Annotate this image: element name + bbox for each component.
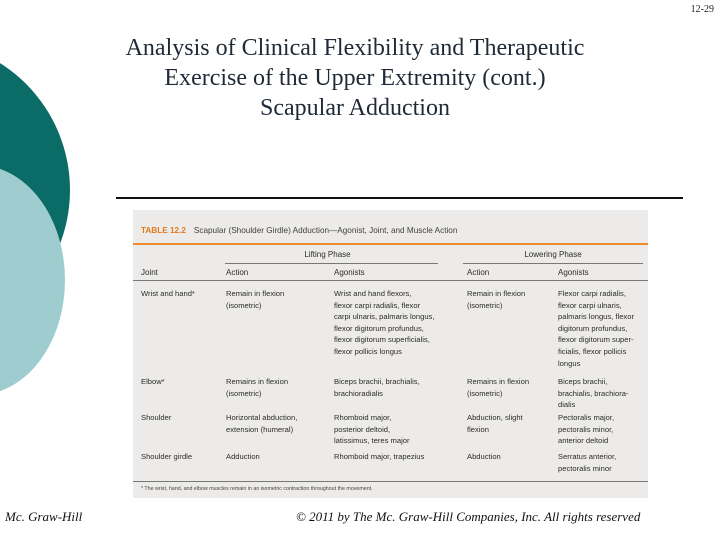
- phase-lifting-rule: [225, 263, 438, 264]
- muscle-action-table: [133, 210, 648, 498]
- copyright-notice: © 2011 by The Mc. Graw-Hill Companies, Inc. All rights reserved: [296, 509, 641, 524]
- cell-lower-agonists: Pectoralis major, pectoralis minor, anterior deltoid: [558, 413, 615, 446]
- table-tag: TABLE 12.2: [141, 226, 186, 235]
- phase-lifting: Lifting Phase: [304, 250, 351, 259]
- cell-joint: Shoulder girdle: [141, 452, 193, 461]
- cell-lift-action: Remain in flexion (isometric): [226, 289, 285, 310]
- col-head-lower-action: Action: [467, 268, 490, 277]
- title-divider: [116, 197, 683, 199]
- title-line-3: Scapular Adduction: [260, 95, 450, 121]
- cell-lower-agonists: Flexor carpi radialis, flexor carpi ulnaris, palmaris longus, flexor digitorum profundus, flexor digitorum super- ficialis, flexor pollicis longus: [558, 289, 634, 368]
- table-footnote: * The wrist, hand, and elbow muscles remain in an isometric contraction throughout the movement.: [141, 486, 373, 492]
- slide-title: [60, 33, 650, 123]
- cell-lower-action: Remain in flexion (isometric): [467, 289, 526, 310]
- table-header: [133, 226, 648, 243]
- title-line-2: Exercise of the Upper Extremity (cont.): [164, 65, 546, 91]
- cell-joint: Shoulder: [141, 413, 172, 422]
- cell-lower-action: Abduction: [467, 452, 501, 461]
- col-head-lift-agonists: Agonists: [334, 268, 365, 277]
- cell-lower-agonists: Biceps brachii, brachialis, brachiora- dialis: [558, 377, 629, 410]
- title-line-1: Analysis of Clinical Flexibility and Therapeutic: [125, 35, 585, 61]
- cell-lower-action: Remains in flexion (isometric): [467, 377, 530, 398]
- cell-lift-agonists: Rhomboid major, posterior deltoid, latissimus, teres major: [334, 413, 410, 446]
- col-head-lift-action: Action: [226, 268, 249, 277]
- table-bottom-rule: [133, 481, 648, 482]
- col-head-joint: Joint: [141, 268, 158, 277]
- cell-lift-agonists: Wrist and hand flexors, flexor carpi radialis, flexor carpi ulnaris, palmaris longus, flexor digitorum profundus, flexor digitorum superficialis, flexor pollicis longus: [334, 289, 435, 356]
- table-top-rule: [133, 243, 648, 245]
- cell-lift-action: Adduction: [226, 452, 260, 461]
- cell-lift-action: Remains in flexion (isometric): [226, 377, 289, 398]
- col-head-lower-agonists: Agonists: [558, 268, 589, 277]
- slide-number: 12-29: [690, 4, 714, 15]
- column-header-rule: [133, 280, 648, 281]
- table-caption: Scapular (Shoulder Girdle) Adduction—Agonist, Joint, and Muscle Action: [193, 226, 458, 235]
- cell-lower-agonists: Serratus anterior, pectoralis minor: [558, 452, 617, 473]
- phase-lowering: Lowering Phase: [524, 250, 582, 259]
- cell-joint: Elbow*: [141, 377, 165, 386]
- cell-lift-agonists: Rhomboid major, trapezius: [334, 452, 425, 461]
- phase-lowering-rule: [463, 263, 643, 264]
- cell-lift-agonists: Biceps brachii, brachialis, brachioradialis: [334, 377, 420, 398]
- cell-joint: Wrist and hand*: [141, 289, 195, 298]
- cell-lift-action: Horizontal abduction, extension (humeral): [226, 413, 298, 434]
- cell-lower-action: Abduction, slight flexion: [467, 413, 523, 434]
- publisher-name: Mc. Graw-Hill: [5, 509, 83, 524]
